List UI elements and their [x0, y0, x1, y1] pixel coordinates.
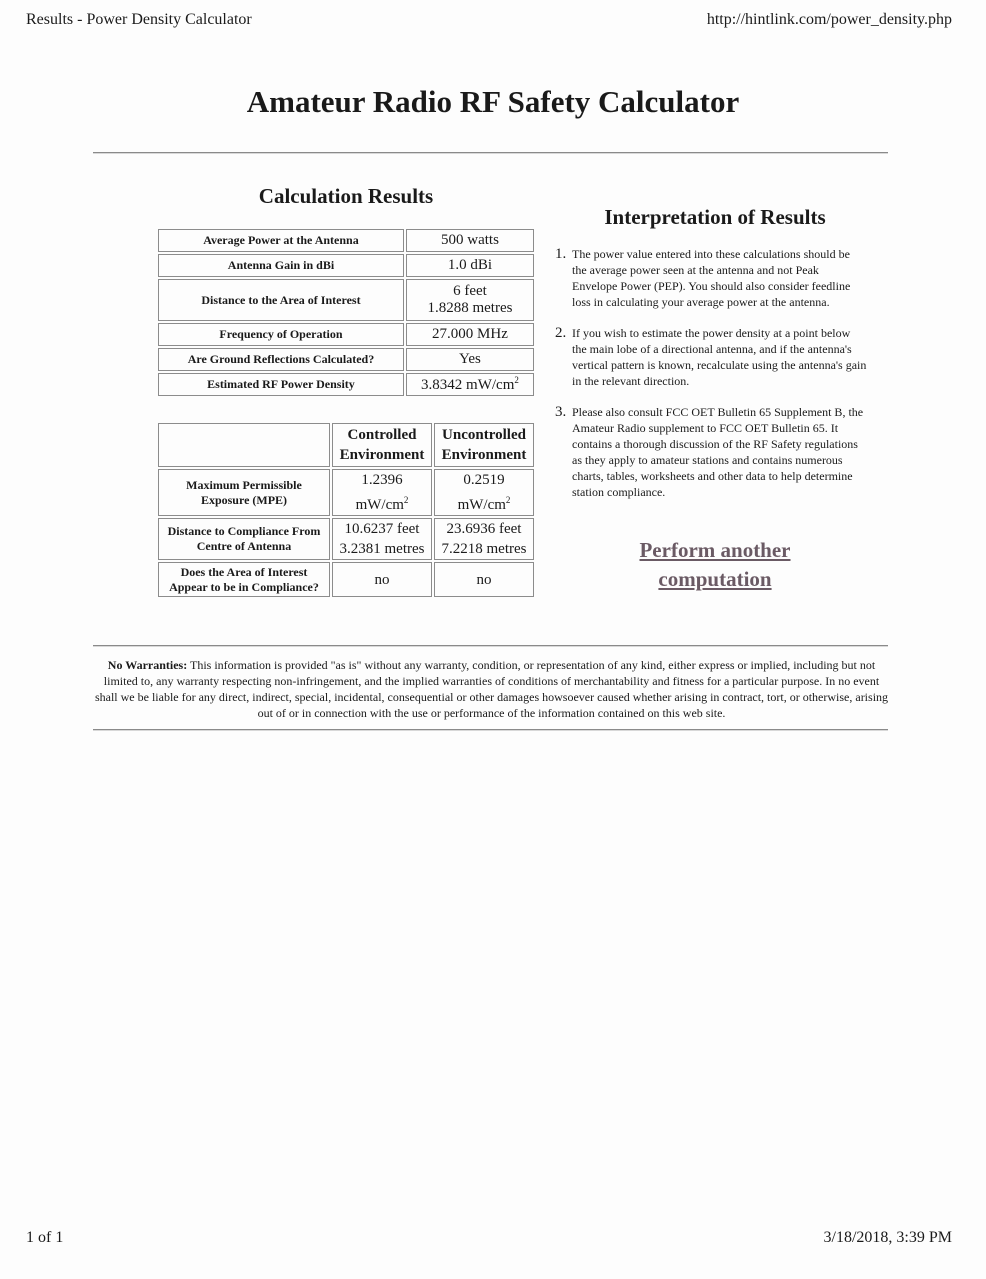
mpe-unit — [333, 490, 431, 515]
header-line: Environment — [441, 447, 527, 463]
uncontrolled-compliance: no — [434, 562, 534, 597]
item-text: Please also consult FCC OET Bulletin 65 Supplement B, the Amateur Radio supplement to FCC OET Bulletin 65. It contains a thorough discussion of the RF Safety regulations as they apply to amateur stations and contains numerous charts, tables, worksheets and other data to help determine station compliance. — [572, 405, 864, 499]
warranty-label: No Warranties: — [107, 658, 188, 672]
unit-text: mW/cm — [457, 497, 506, 513]
calculation-results-table — [156, 227, 536, 398]
controlled-header — [332, 423, 432, 467]
table-row — [158, 562, 534, 597]
print-header-url: http://hintlink.com/power_density.php — [706, 11, 952, 28]
mpe-unit — [435, 490, 533, 515]
table-row — [158, 518, 534, 560]
row-label — [158, 469, 330, 516]
uncontrolled-mpe — [434, 469, 534, 516]
table-header-row — [158, 423, 534, 467]
interpretation-heading: Interpretation of Results — [604, 205, 826, 229]
table-row — [158, 279, 534, 321]
label-line: Maximum Permissible — [186, 477, 302, 492]
table-row — [158, 469, 534, 516]
unit-exponent: 2 — [514, 375, 519, 385]
header-line: Environment — [339, 447, 425, 463]
compliance-table — [156, 421, 536, 599]
distance-metres: 1.8288 metres — [427, 300, 513, 316]
item-number: 3. — [555, 404, 567, 420]
link-line[interactable]: Perform another — [639, 538, 791, 562]
divider-bottom — [93, 729, 888, 731]
row-label — [158, 562, 330, 597]
table-row — [158, 348, 534, 371]
label-line: Centre of Antenna — [196, 539, 292, 553]
item-number: 2. — [555, 325, 567, 341]
table-row — [158, 229, 534, 252]
warranty-text: This information is provided "as is" without any warranty, condition, or representation of any kind, either express or implied, including but not limited to, any warranty respecting non-infringement, and the implied warranties of conditions of merchantability and fitness for a particular purpose. In no event shall we be liable for any direct, indirect, special, incidental, consequential or other damages howsoever caused whether arising in contract, tort, or otherwise, arising out of or in connection with the use or performance of the information contained on this web site. — [94, 658, 889, 720]
row-label — [158, 518, 330, 560]
label-line: Appear to be in Compliance? — [169, 579, 319, 594]
row-value: Yes — [406, 348, 534, 371]
unit-exponent: 2 — [403, 495, 409, 505]
row-label: Estimated RF Power Density — [158, 373, 404, 396]
mpe-value: 0.2519 — [463, 472, 505, 488]
unit-text: mW/cm — [355, 497, 404, 513]
mpe-value: 1.2396 — [361, 472, 403, 488]
table-row — [158, 254, 534, 277]
page-title: Amateur Radio RF Safety Calculator — [246, 84, 740, 119]
list-item — [552, 246, 867, 310]
label-line: Distance to Compliance From — [167, 524, 321, 538]
list-item — [552, 325, 867, 389]
row-label: Average Power at the Antenna — [158, 229, 404, 252]
power-density-value: 3.8342 mW/cm — [421, 377, 515, 393]
uncontrolled-distance — [434, 518, 534, 560]
divider-middle — [93, 645, 888, 647]
row-value: 27.000 MHz — [406, 323, 534, 346]
distance-feet: 23.6936 feet — [446, 521, 522, 537]
item-text: If you wish to estimate the power density at a point below the main lobe of a directional antenna, and if the antenna's vertical pattern is known, recalculate using the antenna's gain in the relevant direction. — [572, 326, 867, 388]
item-number: 1. — [555, 246, 567, 262]
header-line: Uncontrolled — [442, 427, 526, 443]
label-line: Does the Area of Interest — [180, 564, 308, 579]
uncontrolled-header — [434, 423, 534, 467]
row-label: Distance to the Area of Interest — [158, 279, 404, 321]
controlled-mpe — [332, 469, 432, 516]
warranty-disclaimer — [93, 657, 890, 721]
label-line: Exposure (MPE) — [200, 492, 288, 507]
row-value: 500 watts — [406, 229, 534, 252]
item-text: The power value entered into these calculations should be the average power seen at the antenna and not Peak Envelope Power (PEP). You should also consider feedline loss in calculating your average power at the antenna. — [572, 247, 851, 309]
row-label: Are Ground Reflections Calculated? — [158, 348, 404, 371]
calculation-results-heading: Calculation Results — [258, 184, 434, 208]
controlled-compliance: no — [332, 562, 432, 597]
row-label: Antenna Gain in dBi — [158, 254, 404, 277]
perform-another-computation-link[interactable] — [600, 536, 830, 594]
print-header-title: Results - Power Density Calculator — [26, 11, 252, 28]
row-value: 1.0 dBi — [406, 254, 534, 277]
row-value — [406, 373, 534, 396]
distance-feet: 6 feet — [453, 283, 487, 299]
controlled-distance — [332, 518, 432, 560]
header-line: Controlled — [347, 427, 417, 443]
link-line[interactable]: computation — [658, 567, 772, 591]
distance-metres: 3.2381 metres — [339, 541, 425, 557]
table-row — [158, 373, 534, 396]
divider-top — [93, 152, 888, 154]
interpretation-list — [552, 246, 867, 515]
distance-feet: 10.6237 feet — [344, 521, 420, 537]
empty-header-cell — [158, 423, 330, 467]
distance-metres: 7.2218 metres — [441, 541, 527, 557]
row-value — [406, 279, 534, 321]
unit-exponent: 2 — [505, 495, 511, 505]
list-item — [552, 404, 867, 500]
table-row — [158, 323, 534, 346]
print-footer-page: 1 of 1 — [26, 1229, 64, 1246]
print-footer-datetime: 3/18/2018, 3:39 PM — [823, 1229, 952, 1246]
row-label: Frequency of Operation — [158, 323, 404, 346]
